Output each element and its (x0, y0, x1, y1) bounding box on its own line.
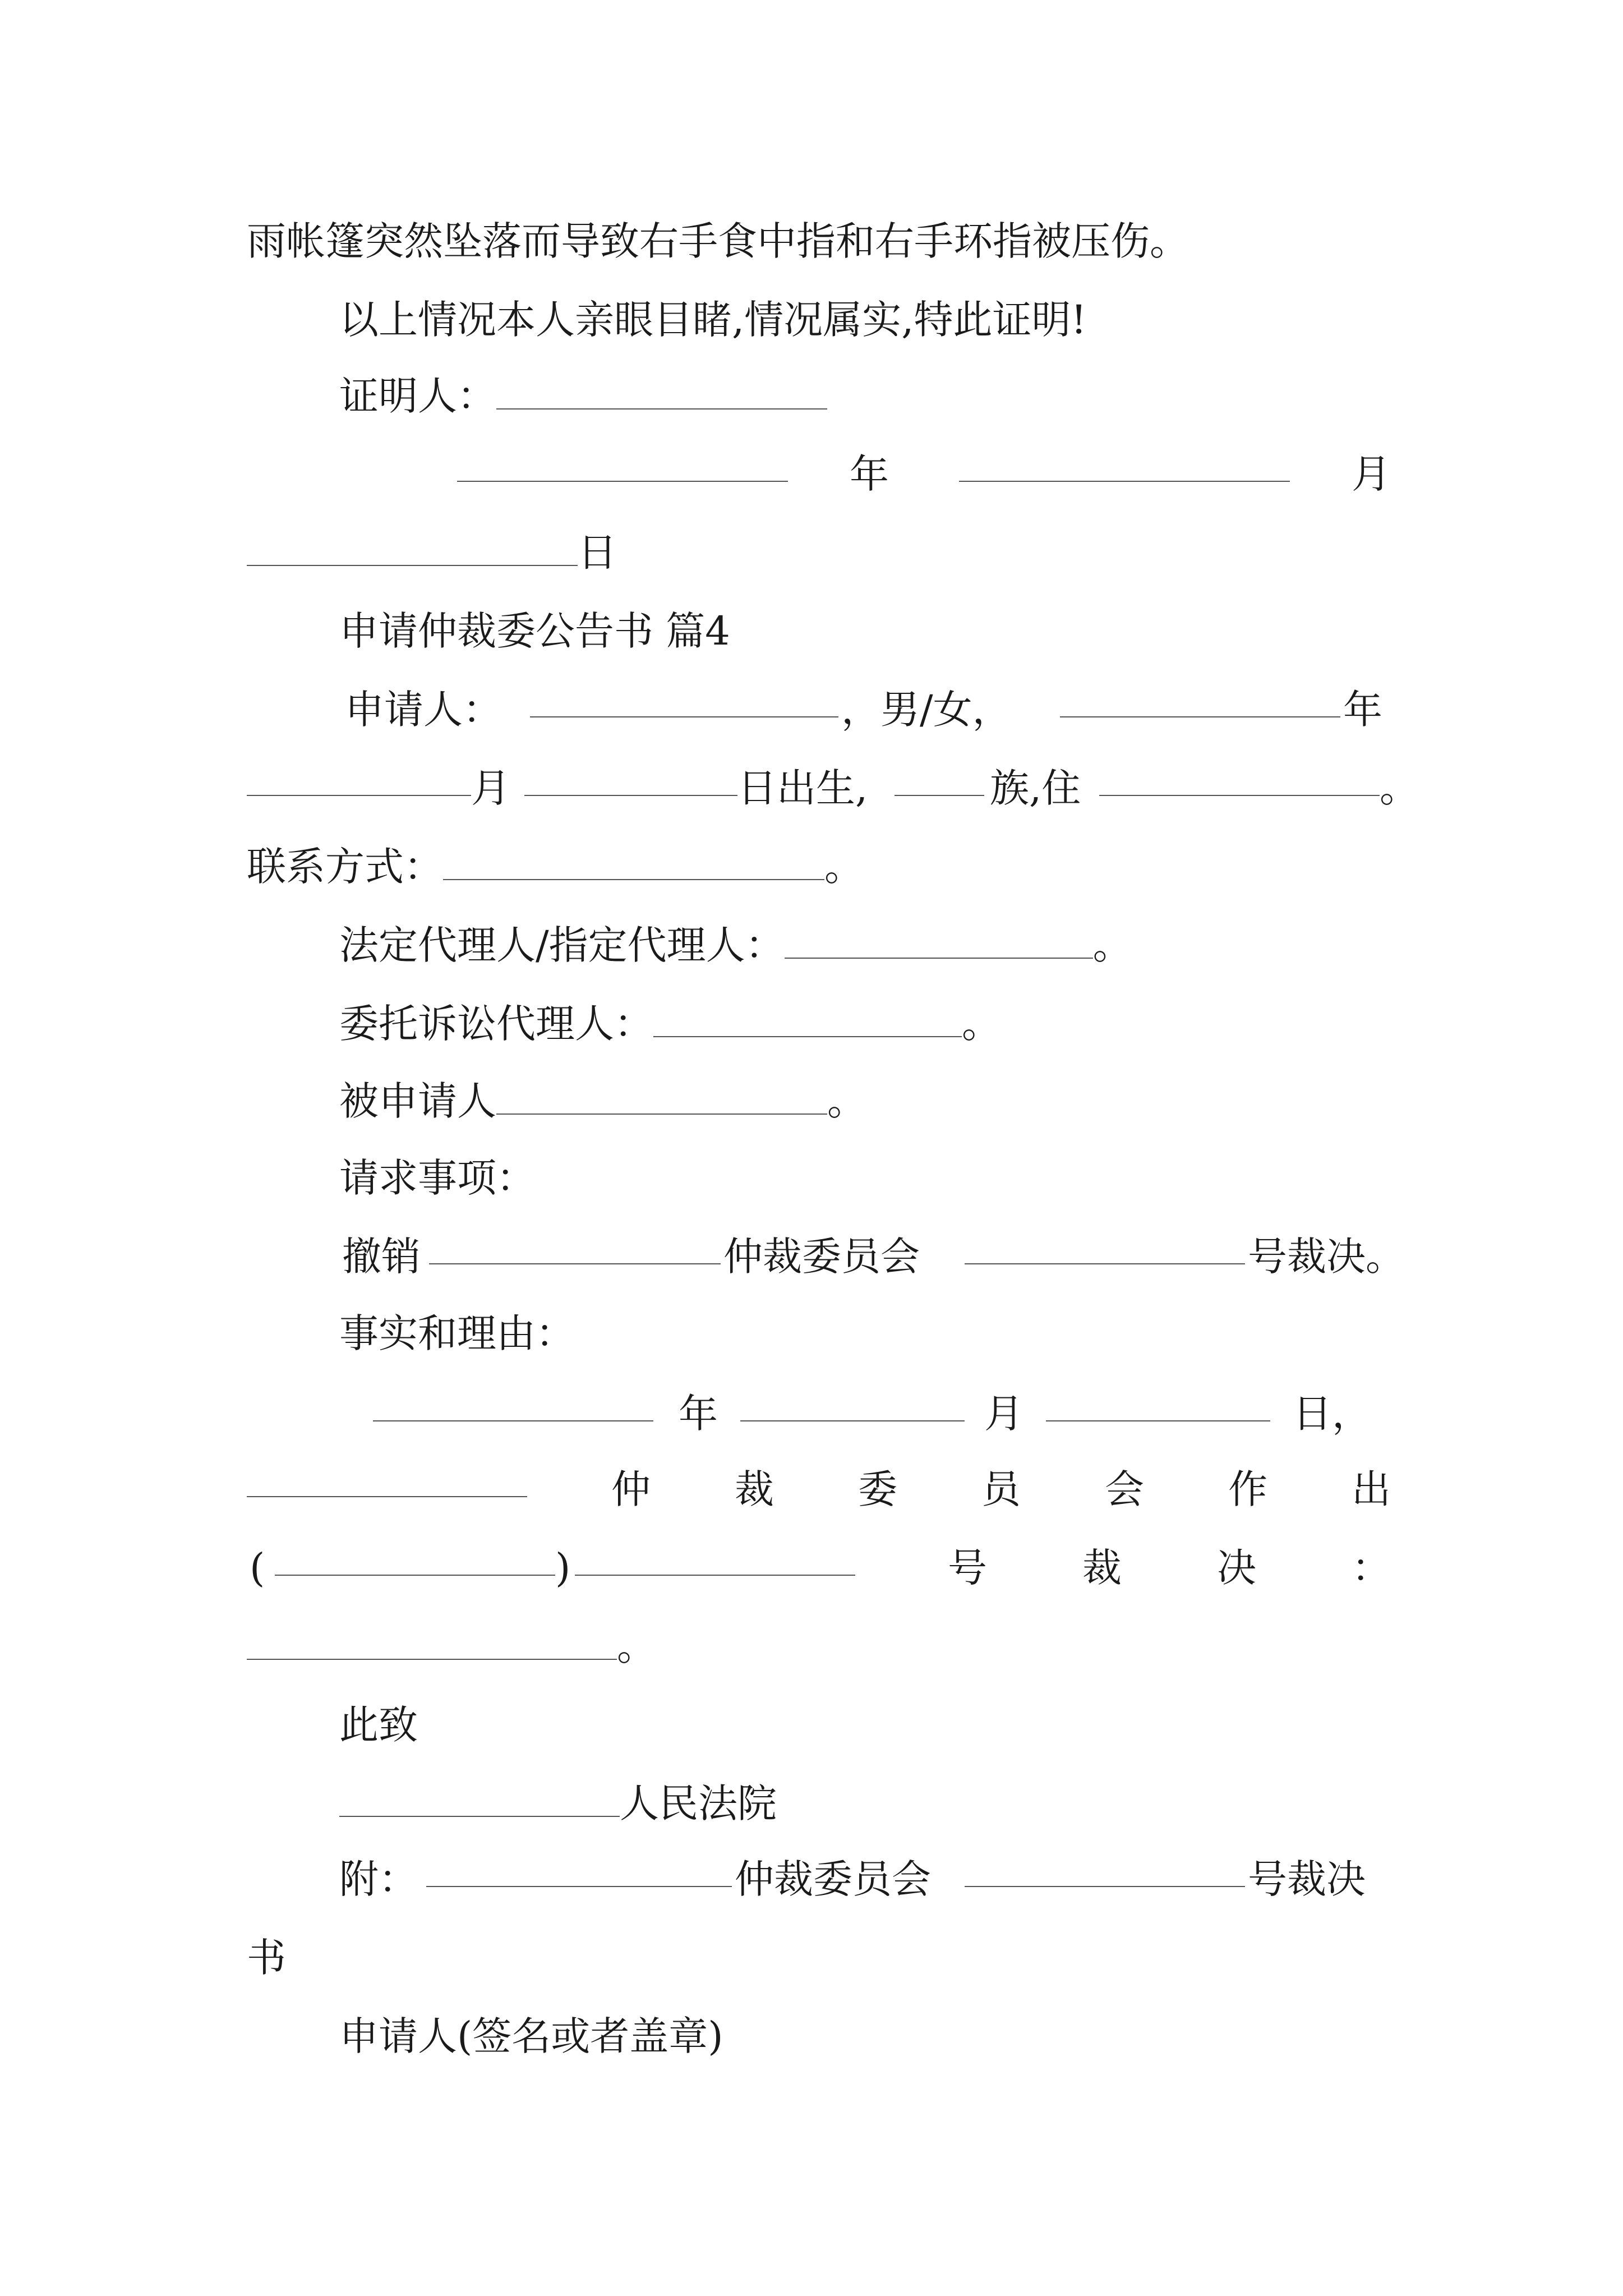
date-line (0, 446, 1623, 502)
spaced-char: 委 (858, 1466, 897, 1512)
revoke-prefix: 撤销 (342, 1234, 421, 1280)
facts-day-blank[interactable] (1046, 1386, 1270, 1421)
witness-line (339, 368, 827, 424)
facts-content-line (247, 1618, 656, 1674)
legal-agent-line (339, 917, 1132, 973)
period: 。 (824, 844, 864, 890)
facts-date-line (0, 1386, 1623, 1442)
facts-ruling-line (0, 1540, 1623, 1596)
facts-month-label: 月 (984, 1391, 1023, 1437)
spaced-char: 仲 (611, 1466, 651, 1512)
litigation-agent-line (339, 996, 1001, 1052)
attach-label: 附： (339, 1856, 418, 1902)
claims-label-line (339, 1150, 536, 1206)
litigation-agent-label: 委托诉讼代理人： (339, 1001, 653, 1047)
signature-line (339, 2008, 723, 2064)
ethnic-blank[interactable] (895, 760, 984, 796)
contact-line (247, 839, 864, 895)
contact-blank[interactable] (443, 844, 824, 880)
gender-text: ，男/女， (841, 687, 1012, 733)
year-blank[interactable] (457, 446, 788, 482)
spaced-char: 号 (948, 1545, 987, 1591)
period: 。 (827, 1078, 866, 1124)
heading-text: 申请仲裁委公告书 篇4 (339, 608, 730, 654)
facts-label: 事实和理由： (339, 1310, 575, 1356)
spaced-char: 裁 (735, 1466, 774, 1512)
respondent-label: 被申请人 (339, 1078, 496, 1124)
spaced-char: 作 (1228, 1466, 1267, 1512)
legal-agent-label: 法定代理人/指定代理人： (339, 922, 785, 968)
facts-day-label: 日， (1293, 1391, 1371, 1437)
closing-line (339, 1697, 418, 1753)
facts-month-blank[interactable] (740, 1386, 965, 1421)
spaced-char: 会 (1105, 1466, 1144, 1512)
ethnic-text: 族,住 (990, 765, 1081, 811)
facts-year-code-blank[interactable] (275, 1540, 555, 1576)
attach-middle: 仲裁委员会 (735, 1856, 931, 1902)
facts-commission-line (0, 1461, 1623, 1517)
facts-ruling-number-blank[interactable] (575, 1540, 855, 1576)
applicant-name-blank[interactable] (530, 682, 838, 717)
birth-month-label: 月 (471, 765, 510, 811)
witness-label: 证明人： (339, 373, 496, 419)
period: 。 (1092, 922, 1132, 968)
facts-commission-blank[interactable] (247, 1461, 527, 1497)
year-label: 年 (850, 451, 889, 497)
attach-suffix: 号裁决 (1248, 1856, 1366, 1902)
birth-day-text: 日出生, (737, 765, 868, 811)
court-blank[interactable] (339, 1781, 620, 1817)
court-suffix: 人民法院 (620, 1780, 777, 1826)
paren-open: ( (250, 1545, 265, 1591)
revoke-number-blank[interactable] (965, 1228, 1245, 1264)
paragraph-line (247, 213, 1189, 269)
revoke-line (0, 1228, 1623, 1285)
birth-line (0, 760, 1623, 816)
date-day-line (247, 524, 617, 581)
sign-label: 申请人(签名或者盖章) (339, 2013, 723, 2059)
respondent-line (339, 1073, 866, 1129)
spaced-char: 员 (981, 1466, 1021, 1512)
day-label: 日 (578, 530, 617, 576)
attachment-wrap-line (247, 1930, 286, 1986)
birth-year-blank[interactable] (1060, 682, 1340, 717)
facts-year-blank[interactable] (373, 1386, 653, 1421)
section-heading (339, 603, 730, 659)
birth-year-label: 年 (1343, 687, 1382, 733)
applicant-line (0, 682, 1623, 738)
attach-number-blank[interactable] (965, 1851, 1245, 1887)
attach-commission-blank[interactable] (426, 1851, 732, 1887)
period: 。 (962, 1001, 1001, 1047)
revoke-suffix: 号裁决。 (1248, 1234, 1405, 1280)
month-blank[interactable] (959, 446, 1290, 482)
period: 。 (617, 1623, 656, 1669)
claims-label: 请求事项： (339, 1155, 536, 1201)
closing-text: 此致 (339, 1702, 418, 1748)
spaced-char: 裁 (1082, 1545, 1122, 1591)
revoke-middle: 仲裁委员会 (723, 1234, 920, 1280)
period: 。 (1380, 765, 1419, 811)
attach-wrap: 书 (247, 1935, 286, 1981)
month-label: 月 (1352, 451, 1391, 497)
court-line (339, 1775, 777, 1832)
text: 雨帐篷突然坠落而导致右手食中指和右手环指被压伤。 (247, 218, 1189, 264)
day-blank[interactable] (247, 530, 578, 566)
contact-label: 联系方式： (247, 844, 443, 890)
paragraph-line (339, 292, 1087, 348)
witness-blank[interactable] (496, 374, 827, 409)
litigation-agent-blank[interactable] (653, 1001, 962, 1037)
birth-day-blank[interactable] (524, 760, 737, 796)
text: 以上情况本人亲眼目睹,情况属实,特此证明! (339, 297, 1087, 343)
legal-agent-blank[interactable] (785, 923, 1093, 959)
attachment-line (0, 1851, 1623, 1907)
respondent-blank[interactable] (496, 1079, 827, 1115)
birth-month-blank[interactable] (247, 760, 471, 796)
address-blank[interactable] (1099, 760, 1380, 796)
applicant-label: 申请人： (345, 687, 502, 733)
paren-close: ) (555, 1545, 571, 1591)
spaced-char: 出 (1352, 1466, 1391, 1512)
spaced-char: ： (1352, 1545, 1391, 1591)
facts-label-line (339, 1305, 575, 1361)
spaced-char: 决 (1217, 1545, 1256, 1591)
facts-year-label: 年 (679, 1391, 718, 1437)
revoke-commission-blank[interactable] (429, 1228, 721, 1264)
facts-content-blank[interactable] (247, 1624, 617, 1660)
